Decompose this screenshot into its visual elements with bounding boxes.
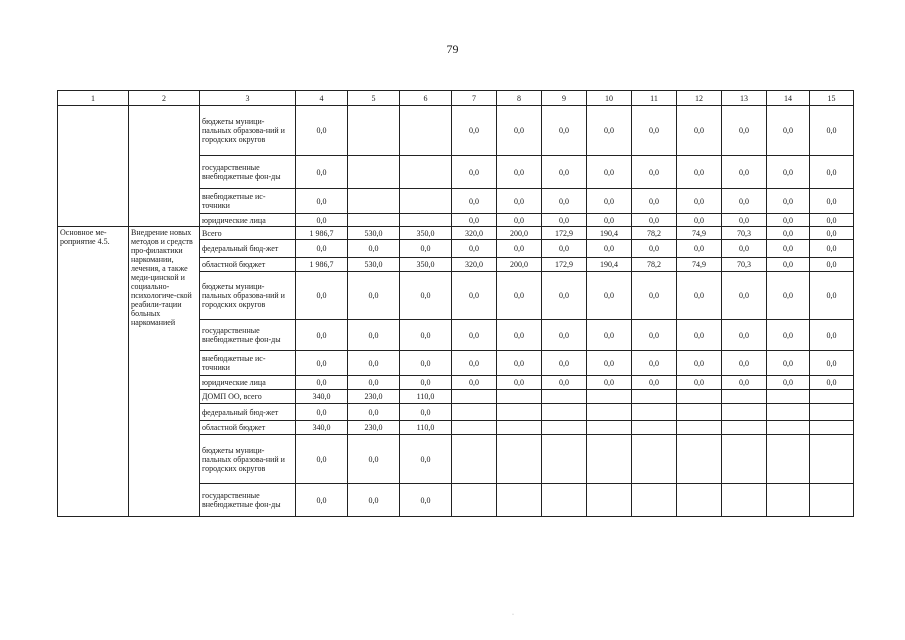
value-cell: 0,0 [677,214,722,227]
funding-source-label: бюджеты муници-пальных образова-ний и городских округов [200,435,296,484]
value-cell: 0,0 [348,484,400,517]
value-cell: 0,0 [722,106,767,156]
value-cell: 78,2 [632,258,677,272]
value-cell: 0,0 [810,240,854,258]
value-cell: 0,0 [722,376,767,390]
value-cell [722,421,767,435]
value-cell: 0,0 [452,272,497,320]
value-cell: 0,0 [722,272,767,320]
value-cell: 0,0 [542,106,587,156]
value-cell: 1 986,7 [296,258,348,272]
value-cell: 0,0 [542,272,587,320]
value-cell [587,435,632,484]
value-cell: 110,0 [400,421,452,435]
value-cell: 0,0 [497,189,542,214]
value-cell: 0,0 [452,240,497,258]
value-cell [722,404,767,421]
value-cell [400,156,452,189]
value-cell: 530,0 [348,258,400,272]
value-cell: 74,9 [677,227,722,240]
value-cell [810,390,854,404]
value-cell: 350,0 [400,258,452,272]
value-cell: 0,0 [810,272,854,320]
funding-source-label: государственные внебюджетные фон-ды [200,484,296,517]
value-cell: 0,0 [296,435,348,484]
value-cell [767,421,810,435]
value-cell: 0,0 [452,156,497,189]
value-cell: 190,4 [587,258,632,272]
value-cell: 0,0 [810,351,854,376]
funding-source-label: юридические лица [200,376,296,390]
value-cell [767,404,810,421]
value-cell: 0,0 [767,351,810,376]
activity-code: Основное ме-роприятие 4.5. [58,227,129,517]
value-cell [497,390,542,404]
value-cell: 0,0 [296,484,348,517]
value-cell: 0,0 [542,189,587,214]
header-cell: 15 [810,91,854,106]
header-row [58,91,854,106]
value-cell [677,404,722,421]
value-cell: 1 986,7 [296,227,348,240]
header-cell: 11 [632,91,677,106]
value-cell [542,484,587,517]
value-cell: 0,0 [400,484,452,517]
value-cell: 0,0 [767,227,810,240]
value-cell: 0,0 [722,214,767,227]
value-cell: 0,0 [296,404,348,421]
value-cell: 0,0 [296,376,348,390]
header-cell: 4 [296,91,348,106]
value-cell [452,404,497,421]
value-cell [452,435,497,484]
value-cell: 0,0 [452,320,497,351]
value-cell [400,106,452,156]
value-cell [587,390,632,404]
value-cell: 172,9 [542,227,587,240]
value-cell: 0,0 [810,106,854,156]
value-cell [542,404,587,421]
value-cell: 0,0 [677,272,722,320]
value-cell [587,421,632,435]
value-cell: 0,0 [587,240,632,258]
header-cell: 9 [542,91,587,106]
value-cell: 0,0 [677,320,722,351]
value-cell: 0,0 [632,272,677,320]
value-cell [587,484,632,517]
value-cell: 530,0 [348,227,400,240]
scan-mark: · [512,612,514,618]
value-cell: 0,0 [542,351,587,376]
value-cell: 0,0 [722,351,767,376]
value-cell: 230,0 [348,421,400,435]
value-cell: 172,9 [542,258,587,272]
value-cell: 0,0 [296,189,348,214]
value-cell: 110,0 [400,390,452,404]
header-cell: 6 [400,91,452,106]
value-cell [677,421,722,435]
value-cell [497,404,542,421]
value-cell [767,435,810,484]
funding-source-label: областной бюджет [200,258,296,272]
value-cell [400,214,452,227]
value-cell: 230,0 [348,390,400,404]
value-cell: 0,0 [296,272,348,320]
value-cell: 0,0 [587,156,632,189]
value-cell [542,421,587,435]
funding-source-label: федеральный бюд-жет [200,240,296,258]
value-cell: 320,0 [452,227,497,240]
page-number: 79 [446,42,459,56]
value-cell [452,421,497,435]
value-cell: 0,0 [767,189,810,214]
value-cell: 0,0 [497,351,542,376]
value-cell: 0,0 [348,240,400,258]
budget-table [57,90,854,517]
value-cell: 78,2 [632,227,677,240]
value-cell: 0,0 [587,106,632,156]
value-cell: 0,0 [587,272,632,320]
value-cell: 0,0 [810,227,854,240]
funding-source-label: государственные внебюджетные фон-ды [200,156,296,189]
value-cell: 0,0 [767,240,810,258]
value-cell: 0,0 [296,320,348,351]
value-cell [810,404,854,421]
value-cell: 0,0 [452,106,497,156]
value-cell: 0,0 [542,156,587,189]
value-cell: 0,0 [810,376,854,390]
value-cell: 0,0 [587,214,632,227]
value-cell [810,484,854,517]
value-cell: 0,0 [632,320,677,351]
header-cell: 14 [767,91,810,106]
value-cell: 0,0 [677,351,722,376]
value-cell: 0,0 [452,214,497,227]
value-cell [632,404,677,421]
value-cell [632,484,677,517]
header-cell: 10 [587,91,632,106]
value-cell: 0,0 [348,404,400,421]
empty-cell [129,106,200,227]
value-cell [452,484,497,517]
funding-source-label: федеральный бюд-жет [200,404,296,421]
value-cell: 0,0 [400,404,452,421]
value-cell: 0,0 [497,376,542,390]
value-cell: 0,0 [767,156,810,189]
value-cell: 0,0 [767,258,810,272]
value-cell: 0,0 [632,214,677,227]
value-cell: 0,0 [296,240,348,258]
header-cell: 5 [348,91,400,106]
value-cell [497,484,542,517]
value-cell: 0,0 [587,351,632,376]
value-cell: 0,0 [400,240,452,258]
value-cell: 0,0 [452,189,497,214]
value-cell: 0,0 [452,376,497,390]
value-cell [677,484,722,517]
value-cell: 340,0 [296,421,348,435]
value-cell [542,435,587,484]
empty-cell [58,106,129,227]
value-cell: 0,0 [400,351,452,376]
header-cell: 3 [200,91,296,106]
value-cell: 0,0 [722,189,767,214]
value-cell [632,421,677,435]
value-cell: 320,0 [452,258,497,272]
value-cell: 200,0 [497,258,542,272]
value-cell: 0,0 [767,272,810,320]
value-cell: 0,0 [497,320,542,351]
value-cell [767,390,810,404]
value-cell: 350,0 [400,227,452,240]
value-cell: 0,0 [632,156,677,189]
value-cell: 0,0 [767,376,810,390]
value-cell [348,189,400,214]
value-cell: 0,0 [587,320,632,351]
value-cell: 0,0 [497,106,542,156]
value-cell: 0,0 [497,156,542,189]
value-cell [497,435,542,484]
funding-source-label: внебюджетные ис-точники [200,189,296,214]
value-cell: 0,0 [587,376,632,390]
value-cell: 0,0 [810,320,854,351]
value-cell [810,421,854,435]
value-cell: 0,0 [632,106,677,156]
value-cell [348,214,400,227]
value-cell: 0,0 [677,106,722,156]
value-cell [587,404,632,421]
value-cell: 0,0 [632,351,677,376]
value-cell: 0,0 [722,240,767,258]
value-cell: 0,0 [632,240,677,258]
value-cell [767,484,810,517]
funding-source-label: бюджеты муници-пальных образова-ний и городских округов [200,106,296,156]
funding-source-label: областной бюджет [200,421,296,435]
header-cell: 8 [497,91,542,106]
funding-source-label: юридические лица [200,214,296,227]
value-cell: 70,3 [722,258,767,272]
value-cell: 0,0 [452,351,497,376]
value-cell: 0,0 [497,214,542,227]
value-cell: 0,0 [296,106,348,156]
value-cell: 0,0 [497,240,542,258]
value-cell: 0,0 [767,214,810,227]
value-cell: 70,3 [722,227,767,240]
value-cell: 0,0 [810,156,854,189]
value-cell: 0,0 [677,189,722,214]
funding-source-label: ДОМП ОО, всего [200,390,296,404]
header-cell: 7 [452,91,497,106]
funding-source-label: государственные внебюджетные фон-ды [200,320,296,351]
value-cell: 200,0 [497,227,542,240]
funding-source-label: внебюджетные ис-точники [200,351,296,376]
value-cell: 0,0 [296,214,348,227]
value-cell: 0,0 [348,320,400,351]
value-cell: 0,0 [810,214,854,227]
value-cell: 0,0 [400,272,452,320]
value-cell: 74,9 [677,258,722,272]
value-cell: 0,0 [722,320,767,351]
value-cell: 0,0 [542,320,587,351]
activity-name: Внедрение новых методов и средств про-филактики наркомании, лечения, а также меди-цинской и социально-психологиче-ской реабили-тации больных наркоманией [129,227,200,517]
value-cell [722,390,767,404]
value-cell: 190,4 [587,227,632,240]
value-cell: 0,0 [348,351,400,376]
value-cell [542,390,587,404]
value-cell: 0,0 [348,272,400,320]
value-cell: 0,0 [632,189,677,214]
value-cell: 0,0 [400,320,452,351]
header-cell: 13 [722,91,767,106]
value-cell [810,435,854,484]
table-row [58,106,854,156]
value-cell [400,189,452,214]
value-cell [677,435,722,484]
value-cell [722,435,767,484]
value-cell: 0,0 [810,189,854,214]
value-cell [722,484,767,517]
value-cell: 0,0 [767,106,810,156]
value-cell: 0,0 [296,351,348,376]
value-cell: 0,0 [348,376,400,390]
header-cell: 12 [677,91,722,106]
value-cell: 0,0 [810,258,854,272]
value-cell: 0,0 [677,240,722,258]
value-cell: 0,0 [497,272,542,320]
value-cell: 0,0 [722,156,767,189]
value-cell: 0,0 [400,435,452,484]
funding-source-label: бюджеты муници-пальных образова-ний и городских округов [200,272,296,320]
value-cell: 340,0 [296,390,348,404]
value-cell [497,421,542,435]
header-cell: 2 [129,91,200,106]
table-row [58,227,854,240]
value-cell: 0,0 [587,189,632,214]
value-cell [348,156,400,189]
value-cell: 0,0 [677,156,722,189]
value-cell: 0,0 [542,214,587,227]
value-cell: 0,0 [542,376,587,390]
value-cell [348,106,400,156]
value-cell [632,435,677,484]
value-cell: 0,0 [677,376,722,390]
funding-source-label: Всего [200,227,296,240]
header-cell: 1 [58,91,129,106]
value-cell: 0,0 [400,376,452,390]
value-cell: 0,0 [542,240,587,258]
value-cell [452,390,497,404]
value-cell: 0,0 [767,320,810,351]
value-cell: 0,0 [632,376,677,390]
budget-table-body [58,91,854,517]
value-cell: 0,0 [348,435,400,484]
value-cell: 0,0 [296,156,348,189]
value-cell [677,390,722,404]
value-cell [632,390,677,404]
